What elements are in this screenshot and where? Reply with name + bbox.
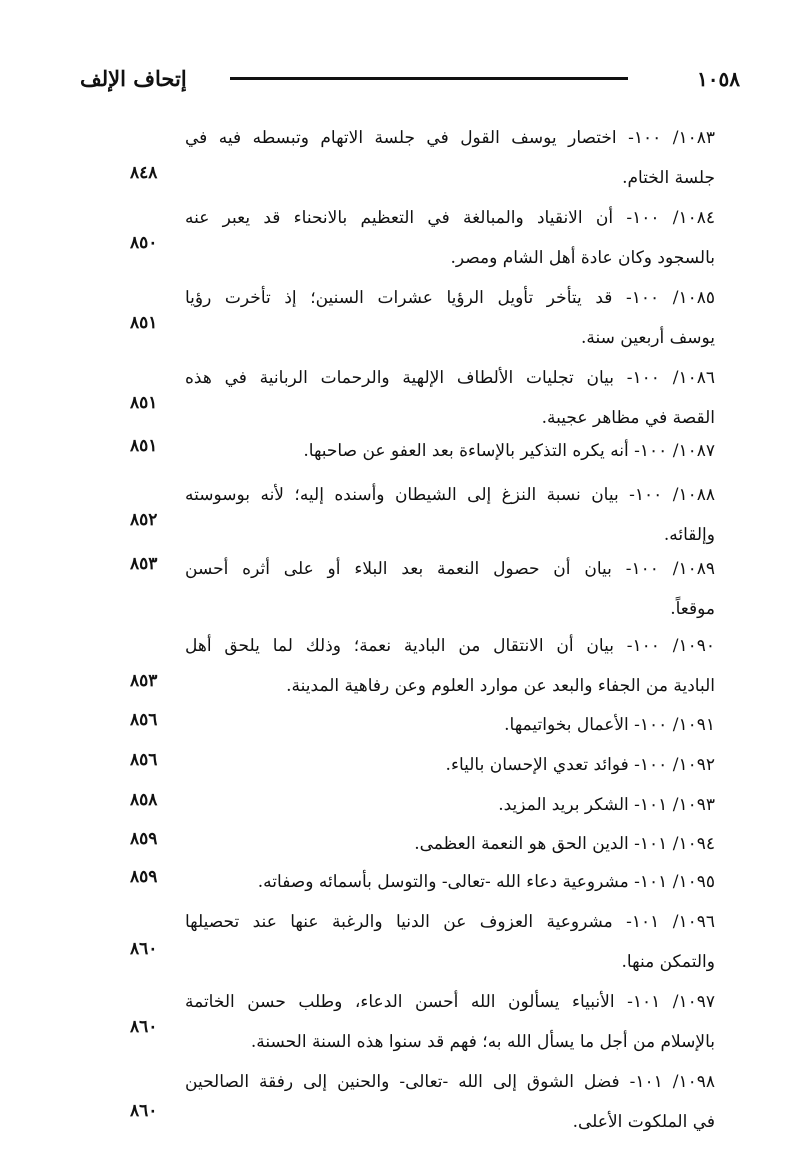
- page-reference: ٨٥٦: [130, 750, 158, 770]
- page-reference: ٨٥١: [130, 436, 158, 456]
- page-reference: ٨٥٨: [130, 790, 158, 810]
- entry-line: موقعاً.: [670, 599, 715, 619]
- entry-line: ١٠٩٨/ ١٠١- فضل الشوق إلى الله -تعالى- والحنين إلى رفقة الصالحين: [185, 1072, 715, 1092]
- entry-line: ١٠٩٥/ ١٠١- مشروعية دعاء الله -تعالى- والتوسل بأسمائه وصفاته.: [257, 872, 715, 892]
- entry-line: ١٠٩٦/ ١٠١- مشروعية العزوف عن الدنيا والرغبة عنها عند تحصيلها: [185, 912, 715, 932]
- entry-line: وإلقائه.: [663, 525, 715, 545]
- book-title: إتحاف الإلف: [80, 66, 187, 91]
- page-reference: ٨٥٣: [130, 671, 158, 691]
- entry-line: ١٠٩٤/ ١٠١- الدين الحق هو النعمة العظمى.: [414, 834, 715, 854]
- page-reference: ٨٥١: [130, 393, 158, 413]
- page-reference: ٨٤٨: [130, 163, 158, 183]
- entry-line: ١٠٩٣/ ١٠١- الشكر بريد المزيد.: [498, 795, 715, 815]
- page-number: ١٠٥٨: [697, 67, 740, 91]
- entry-line: ١٠٨٣/ ١٠٠- اختصار يوسف القول في جلسة الاتهام وتبسطه فيه في: [185, 128, 715, 148]
- entry-line: ١٠٩١/ ١٠٠- الأعمال بخواتيمها.: [504, 715, 715, 735]
- page-reference: ٨٦٠: [130, 1017, 158, 1037]
- page-reference: ٨٥٢: [130, 510, 158, 530]
- entry-line: ١٠٩٢/ ١٠٠- فوائد تعدي الإحسان بالياء.: [445, 755, 715, 775]
- entry-line: جلسة الختام.: [622, 168, 715, 188]
- page-reference: ٨٥٣: [130, 554, 158, 574]
- entry-line: ١٠٨٨/ ١٠٠- بيان نسبة النزغ إلى الشيطان وأسنده إليه؛ لأنه بوسوسته: [185, 485, 715, 505]
- entry-line: البادية من الجفاء والبعد عن موارد العلوم وعن رفاهية المدينة.: [286, 676, 715, 696]
- entry-line: في الملكوت الأعلى.: [572, 1112, 715, 1132]
- page-reference: ٨٥٩: [130, 867, 158, 887]
- entry-line: ١٠٨٧/ ١٠٠- أنه يكره التذكير بالإساءة بعد العفو عن صاحبها.: [303, 441, 715, 461]
- header-rule: [230, 77, 628, 80]
- page-reference: ٨٥٦: [130, 710, 158, 730]
- running-header: [80, 62, 740, 96]
- page-reference: ٨٦٠: [130, 939, 158, 959]
- entry-line: يوسف أربعين سنة.: [581, 328, 715, 348]
- entry-line: ١٠٨٩/ ١٠٠- بيان أن حصول النعمة بعد البلاء أو على أثره أحسن: [185, 559, 715, 579]
- entry-line: بالإسلام من أجل ما يسأل الله به؛ فهم قد سنوا هذه السنة الحسنة.: [250, 1032, 715, 1052]
- page-reference: ٨٥١: [130, 313, 158, 333]
- entry-line: ١٠٩٧/ ١٠١- الأنبياء يسألون الله أحسن الدعاء، وطلب حسن الخاتمة: [185, 992, 715, 1012]
- entry-line: القصة في مظاهر عجيبة.: [541, 408, 715, 428]
- entry-line: والتمكن منها.: [621, 952, 715, 972]
- entry-line: ١٠٨٤/ ١٠٠- أن الانقياد والمبالغة في التعظيم بالانحناء قد يعبر عنه: [185, 208, 715, 228]
- page-reference: ٨٥٩: [130, 829, 158, 849]
- entry-line: ١٠٩٠/ ١٠٠- بيان أن الانتقال من البادية نعمة؛ وذلك لما يلحق أهل: [185, 636, 715, 656]
- entry-line: بالسجود وكان عادة أهل الشام ومصر.: [450, 248, 715, 268]
- page-reference: ٨٦٠: [130, 1101, 158, 1121]
- entry-line: ١٠٨٥/ ١٠٠- قد يتأخر تأويل الرؤيا عشرات السنين؛ إذ تأخرت رؤيا: [185, 288, 715, 308]
- page-reference: ٨٥٠: [130, 233, 158, 253]
- entry-line: ١٠٨٦/ ١٠٠- بيان تجليات الألطاف الإلهية والرحمات الربانية في هذه: [185, 368, 715, 388]
